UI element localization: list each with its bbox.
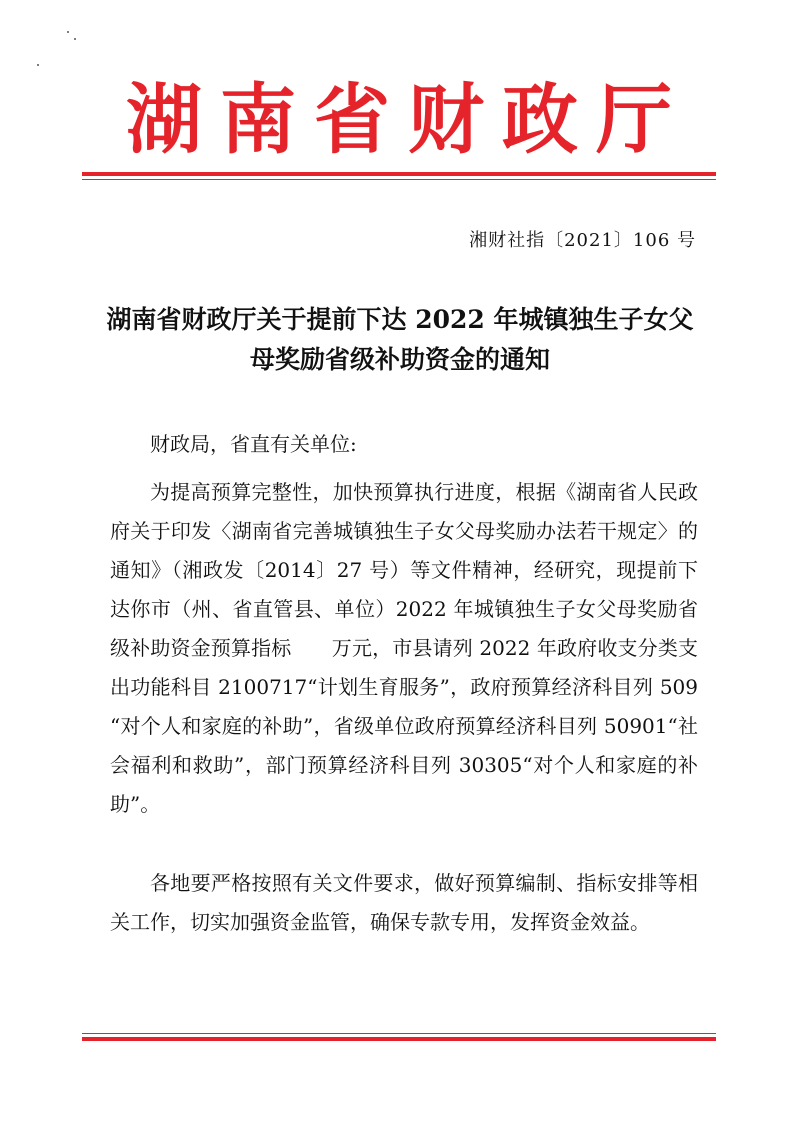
document-number: 湘财社指〔2021〕106 号 xyxy=(469,230,696,251)
letterhead-org-name: 湖南省财政厅 xyxy=(126,75,690,164)
scan-speck xyxy=(37,64,39,66)
salutation: 财政局，省直有关单位: xyxy=(150,432,357,456)
letterhead-rule-thick xyxy=(82,172,716,176)
footer-rule-thick xyxy=(82,1037,716,1041)
body-paragraph-2: 各地要严格按照有关文件要求，做好预算编制、指标安排等相关工作，切实加强资金监管，确保专款专用，发挥资金效益。 xyxy=(110,871,698,934)
document-title: 湖南省财政厅关于提前下达 2022 年城镇独生子女父母奖励省级补助资金的通知 xyxy=(106,305,694,374)
scan-speck xyxy=(74,38,76,40)
scan-speck xyxy=(67,31,69,33)
footer-rule-thin xyxy=(82,1033,716,1034)
body-paragraph-1: 为提高预算完整性，加快预算执行进度，根据《湖南省人民政府关于印发〈湖南省完善城镇独生子女父母奖励办法若干规定〉的通知》（湘政发〔2014〕27 号）等文件精神，经研究，现提前下达你市（州、省直管县、单位）2022 年城镇独生子女父母奖励省级补助资金预算指标 万元，市县请列 2022 年政府收支分类支出功能科目 2100717“计划生育服务”，政府预算经济科目列 509 “对个人和家庭的补助”，省级单位政府预算经济科目列 50901“社会福利和救助”，部门预算经济科目列 30305“对个人和家庭的补助”。 xyxy=(110,480,698,816)
letterhead-rule-thin xyxy=(82,179,716,180)
